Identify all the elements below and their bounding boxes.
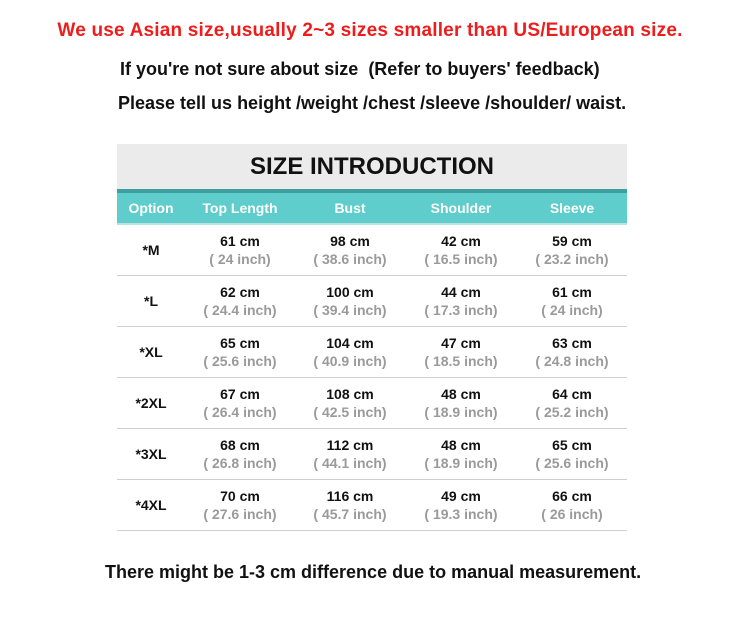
size-option-label: *3XL [135, 446, 167, 462]
size-table-body [117, 225, 627, 531]
size-option-label: *XL [139, 344, 163, 360]
size-advice-line: If you're not sure about size (Refer to buyers' feedback) [120, 59, 600, 79]
measurement-cell [185, 283, 295, 319]
cm-value: 108 cm [326, 386, 374, 402]
cm-value: 65 cm [220, 335, 260, 351]
header-bust: Bust [334, 200, 366, 216]
cm-value: 49 cm [441, 488, 481, 504]
measurement-cell [295, 283, 405, 319]
inch-value: ( 24 inch) [541, 302, 603, 318]
measurement-cell [185, 334, 295, 370]
measurement-cell [295, 436, 405, 472]
cm-value: 48 cm [441, 437, 481, 453]
cm-value: 63 cm [552, 335, 592, 351]
measurement-cell [405, 436, 517, 472]
measurement-cell [185, 487, 295, 523]
inch-value: ( 44.1 inch) [313, 455, 387, 471]
inch-value: ( 23.2 inch) [535, 251, 609, 267]
inch-value: ( 18.5 inch) [424, 353, 498, 369]
measurement-cell [517, 232, 627, 268]
measurement-cell [517, 385, 627, 421]
inch-value: ( 26 inch) [541, 506, 603, 522]
inch-value: ( 26.8 inch) [203, 455, 277, 471]
inch-value: ( 16.5 inch) [424, 251, 498, 267]
measurement-cell [517, 436, 627, 472]
header-sleeve: Sleeve [549, 200, 595, 216]
table-row [117, 480, 627, 531]
measurement-cell [517, 487, 627, 523]
inch-value: ( 25.6 inch) [203, 353, 277, 369]
inch-value: ( 39.4 inch) [313, 302, 387, 318]
cm-value: 68 cm [220, 437, 260, 453]
inch-value: ( 40.9 inch) [313, 353, 387, 369]
table-row [117, 225, 627, 276]
size-table [117, 144, 627, 531]
inch-value: ( 18.9 inch) [424, 404, 498, 420]
inch-value: ( 45.7 inch) [313, 506, 387, 522]
measurement-cell [517, 283, 627, 319]
cm-value: 44 cm [441, 284, 481, 300]
header-shoulder: Shoulder [430, 200, 492, 216]
cm-value: 64 cm [552, 386, 592, 402]
measurement-cell [517, 334, 627, 370]
cm-value: 65 cm [552, 437, 592, 453]
inch-value: ( 25.6 inch) [535, 455, 609, 471]
cm-value: 100 cm [326, 284, 374, 300]
inch-value: ( 42.5 inch) [313, 404, 387, 420]
inch-value: ( 24.4 inch) [203, 302, 277, 318]
inch-value: ( 26.4 inch) [203, 404, 277, 420]
table-row [117, 429, 627, 480]
table-row [117, 327, 627, 378]
measurement-disclaimer: There might be 1-3 cm difference due to manual measurement. [105, 562, 642, 582]
measurement-request-line: Please tell us height /weight /chest /sleeve /shoulder/ waist. [118, 93, 627, 113]
measurement-cell [185, 385, 295, 421]
cm-value: 42 cm [441, 233, 481, 249]
measurement-cell [185, 436, 295, 472]
cm-value: 104 cm [326, 335, 374, 351]
measurement-cell [295, 385, 405, 421]
inch-value: ( 18.9 inch) [424, 455, 498, 471]
inch-value: ( 19.3 inch) [424, 506, 498, 522]
cm-value: 61 cm [552, 284, 592, 300]
size-warning: We use Asian size,usually 2~3 sizes smaller than US/European size. [57, 20, 683, 41]
inch-value: ( 24.8 inch) [535, 353, 609, 369]
measurement-cell [405, 487, 517, 523]
inch-value: ( 38.6 inch) [313, 251, 387, 267]
size-table-title: SIZE INTRODUCTION [117, 144, 627, 193]
header-option: Option [128, 200, 174, 216]
size-table-header [117, 193, 627, 225]
cm-value: 62 cm [220, 284, 260, 300]
measurement-cell [295, 487, 405, 523]
cm-value: 61 cm [220, 233, 260, 249]
cm-value: 67 cm [220, 386, 260, 402]
measurement-cell [405, 334, 517, 370]
size-option-label: *4XL [135, 497, 167, 513]
measurement-cell [185, 232, 295, 268]
inch-value: ( 24 inch) [209, 251, 271, 267]
size-option-label: *2XL [135, 395, 167, 411]
size-option-label: *L [144, 293, 158, 309]
measurement-cell [295, 334, 405, 370]
measurement-cell [405, 283, 517, 319]
table-row [117, 378, 627, 429]
measurement-cell [295, 232, 405, 268]
header-top-length: Top Length [202, 200, 278, 216]
cm-value: 112 cm [326, 437, 374, 453]
cm-value: 48 cm [441, 386, 481, 402]
inch-value: ( 25.2 inch) [535, 404, 609, 420]
size-option-label: *M [142, 242, 160, 258]
cm-value: 47 cm [441, 335, 481, 351]
inch-value: ( 27.6 inch) [203, 506, 277, 522]
cm-value: 98 cm [330, 233, 370, 249]
inch-value: ( 17.3 inch) [424, 302, 498, 318]
measurement-cell [405, 385, 517, 421]
cm-value: 66 cm [552, 488, 592, 504]
cm-value: 70 cm [220, 488, 260, 504]
table-row [117, 276, 627, 327]
cm-value: 59 cm [552, 233, 592, 249]
measurement-cell [405, 232, 517, 268]
cm-value: 116 cm [326, 488, 374, 504]
